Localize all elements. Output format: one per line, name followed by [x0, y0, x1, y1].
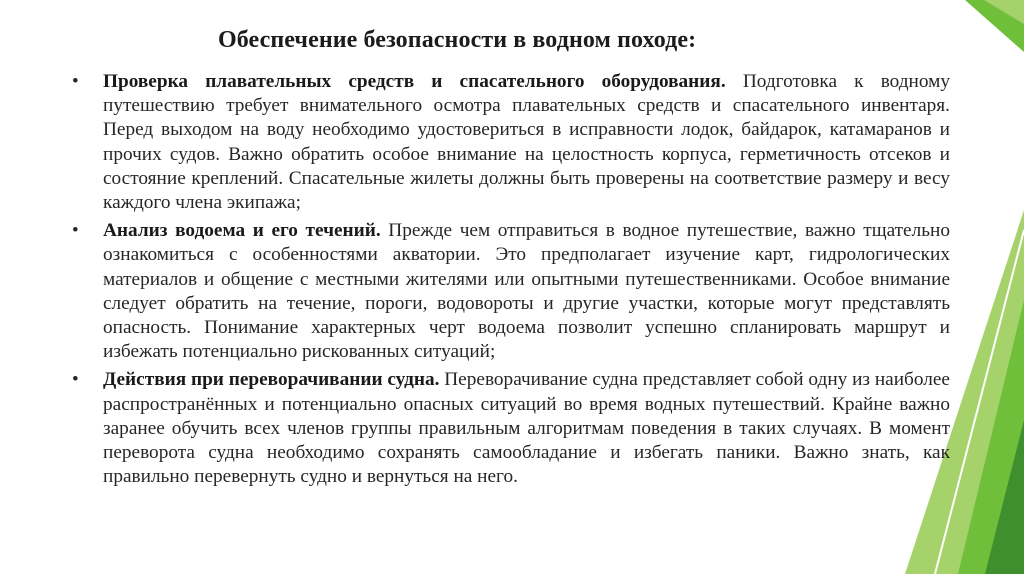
bullet-marker: • [72, 71, 79, 92]
bullet-marker: • [72, 220, 79, 242]
bullet-item-boat-check [72, 70, 950, 215]
bullet-list [72, 70, 950, 493]
bullet-item-capsize-actions [72, 368, 950, 489]
top-right-accent [965, 0, 1024, 52]
bullet-text: Подготовка к водному путешествию требует внимательного осмотра плавательных средств и спасательного инвентаря. Перед выходом на воду необходимо удостовериться в исправности лодок, байдарок, катамаранов и прочих судов. Важно обратить особое внимание на целостность корпуса, герметичность отсеков и состояние креплений. Спасательные жилеты должны быть проверены на соответствие размеру и весу каждого члена экипажа; [103, 71, 950, 214]
bullet-item-water-analysis [72, 219, 950, 364]
slide-title: Обеспечение безопасности в водном походе: [218, 27, 697, 53]
bullet-heading: Проверка плавательных средств и спасательного оборудования. [103, 71, 726, 92]
bullet-text: Прежде чем отправиться в водное путешествие, важно тщательно ознакомиться с особенностями акватории. Это предполагает изучение карт, гидрологических материалов и общение с местными жителями или опытными путешественниками. Особое внимание следует обратить на течение, пороги, водовороты и другие участки, которые могут представлять опасность. Понимание характерных черт водоема позволит успешно спланировать маршрут и избежать потенциально рискованных ситуаций; [103, 220, 950, 363]
bullet-heading: Действия при переворачивании судна. [103, 369, 440, 391]
bullet-marker: • [72, 369, 79, 391]
bullet-heading: Анализ водоема и его течений. [103, 220, 381, 242]
bullet-text: Переворачивание судна представляет собой одну из наиболее распространённых и потенциально опасных ситуаций во время водных путешествий. Крайне важно заранее обучить всех членов группы правильным алгоритмам поведения в таких случаях. В момент переворота судна необходимо сохранять самообладание и избегать паники. Важно знать, как правильно перевернуть судно и вернуться на него. [103, 369, 950, 488]
